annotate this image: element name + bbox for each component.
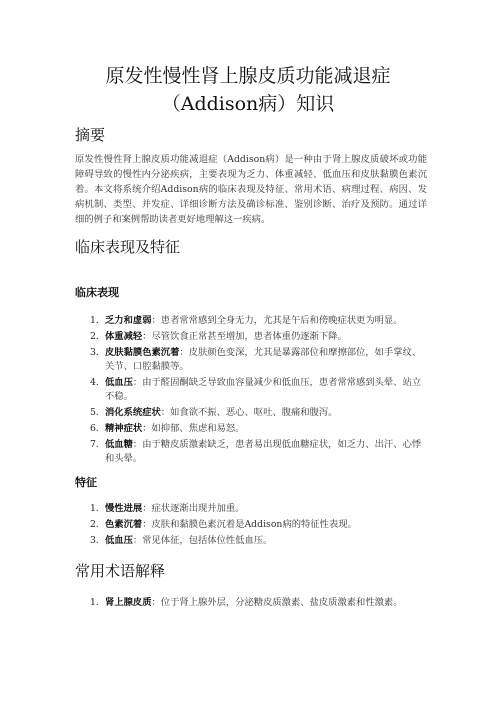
list-item: 2. 色素沉着：皮肤和黏膜色素沉着是Addison病的特征性表现。 — [90, 519, 357, 530]
features-subheading: 特征 — [75, 476, 97, 489]
item-desc: ：皮肤和黏膜色素沉着是Addison病的特征性表现。 — [142, 519, 357, 530]
terms-heading: 常用术语解释 — [75, 562, 166, 580]
item-desc: ：如抑郁、焦虑和易怒。 — [142, 423, 245, 434]
item-term: 消化系统症状 — [105, 407, 161, 418]
terms-list — [75, 596, 425, 612]
list-item: 1. 慢性进展：症状逐渐出现并加重。 — [90, 503, 245, 514]
list-item: 3. 皮肤黏膜色素沉着：皮肤颜色变深，尤其是暴露部位和摩擦部位，如手掌纹、关节、口腔黏膜等。 — [90, 347, 422, 372]
list-item: 1. 乏力和虚弱：患者常常感到全身无力，尤其是午后和傍晚症状更为明显。 — [90, 315, 403, 326]
item-term: 低血压 — [105, 377, 133, 388]
item-desc: ：由于醛固酮缺乏导致血容量减少和低血压，患者常常感到头晕、站立不稳。 — [105, 377, 422, 402]
list-item: 3. 低血压：常见体征，包括体位性低血压。 — [90, 535, 273, 546]
item-term: 乏力和虚弱 — [105, 315, 152, 326]
clinical-subheading: 临床表现 — [75, 286, 119, 299]
title-line-1: 原发性慢性肾上腺皮质功能减退症 — [105, 65, 391, 87]
list-item: 5. 消化系统症状：如食欲不振、恶心、呕吐、腹痛和腹泻。 — [90, 407, 338, 418]
item-desc: ：症状逐渐出现并加重。 — [142, 503, 245, 514]
clinical-heading: 临床表现及特征 — [75, 238, 181, 256]
item-term: 色素沉着 — [105, 519, 143, 530]
title-line-2: （Addison病）知识 — [161, 93, 335, 115]
item-desc: ：患者常常感到全身无力，尤其是午后和傍晚症状更为明显。 — [151, 315, 403, 326]
document-title — [40, 62, 456, 118]
list-item: 1. 肾上腺皮质：位于肾上腺外层，分泌糖皮质激素、盐皮质激素和性激素。 — [90, 597, 403, 608]
item-desc: ：位于肾上腺外层，分泌糖皮质激素、盐皮质激素和性激素。 — [151, 597, 403, 608]
abstract-heading: 摘要 — [75, 126, 106, 144]
item-term: 体重减轻 — [105, 331, 143, 342]
clinical-list — [75, 314, 425, 468]
item-desc: ：尽管饮食正常甚至增加，患者体重仍逐渐下降。 — [142, 331, 347, 342]
list-item: 7. 低血糖：由于糖皮质激素缺乏，患者易出现低血糖症状，如乏力、出汗、心悸和头晕。 — [90, 439, 422, 464]
item-desc: ：如食欲不振、恶心、呕吐、腹痛和腹泻。 — [160, 407, 338, 418]
item-term: 低血压 — [105, 535, 133, 546]
item-term: 肾上腺皮质 — [105, 597, 152, 608]
list-item: 2. 体重减轻：尽管饮食正常甚至增加，患者体重仍逐渐下降。 — [90, 331, 347, 342]
item-term: 低血糖 — [105, 439, 133, 450]
item-desc: ：由于糖皮质激素缺乏，患者易出现低血糖症状，如乏力、出汗、心悸和头晕。 — [105, 439, 422, 464]
item-term: 精神症状 — [105, 423, 143, 434]
list-item: 4. 低血压：由于醛固酮缺乏导致血容量减少和低血压，患者常常感到头晕、站立不稳。 — [90, 377, 422, 402]
item-term: 慢性进展 — [105, 503, 143, 514]
list-item: 6. 精神症状：如抑郁、焦虑和易怒。 — [90, 423, 245, 434]
item-desc: ：常见体征，包括体位性低血压。 — [132, 535, 273, 546]
features-list — [75, 502, 425, 550]
item-term: 皮肤黏膜色素沉着 — [105, 347, 180, 358]
abstract-text: 原发性慢性肾上腺皮质功能减退症（Addison病）是一种由于肾上腺皮质破坏或功能障碍导致的慢性内分泌疾病，主要表现为乏力、体重减轻、低血压和皮肤黏膜色素沉着。本文将系统介绍Addison病的临床表现及特征、常用术语、病理过程、病因、发病机制、类型、并发症、详细诊断方法及确诊标准、鉴别诊断、治疗及预防。通过详细的例子和案例帮助读者更好地理解这一疾病。 — [75, 154, 427, 225]
item-desc: ：皮肤颜色变深，尤其是暴露部位和摩擦部位，如手掌纹、关节、口腔黏膜等。 — [105, 347, 422, 372]
